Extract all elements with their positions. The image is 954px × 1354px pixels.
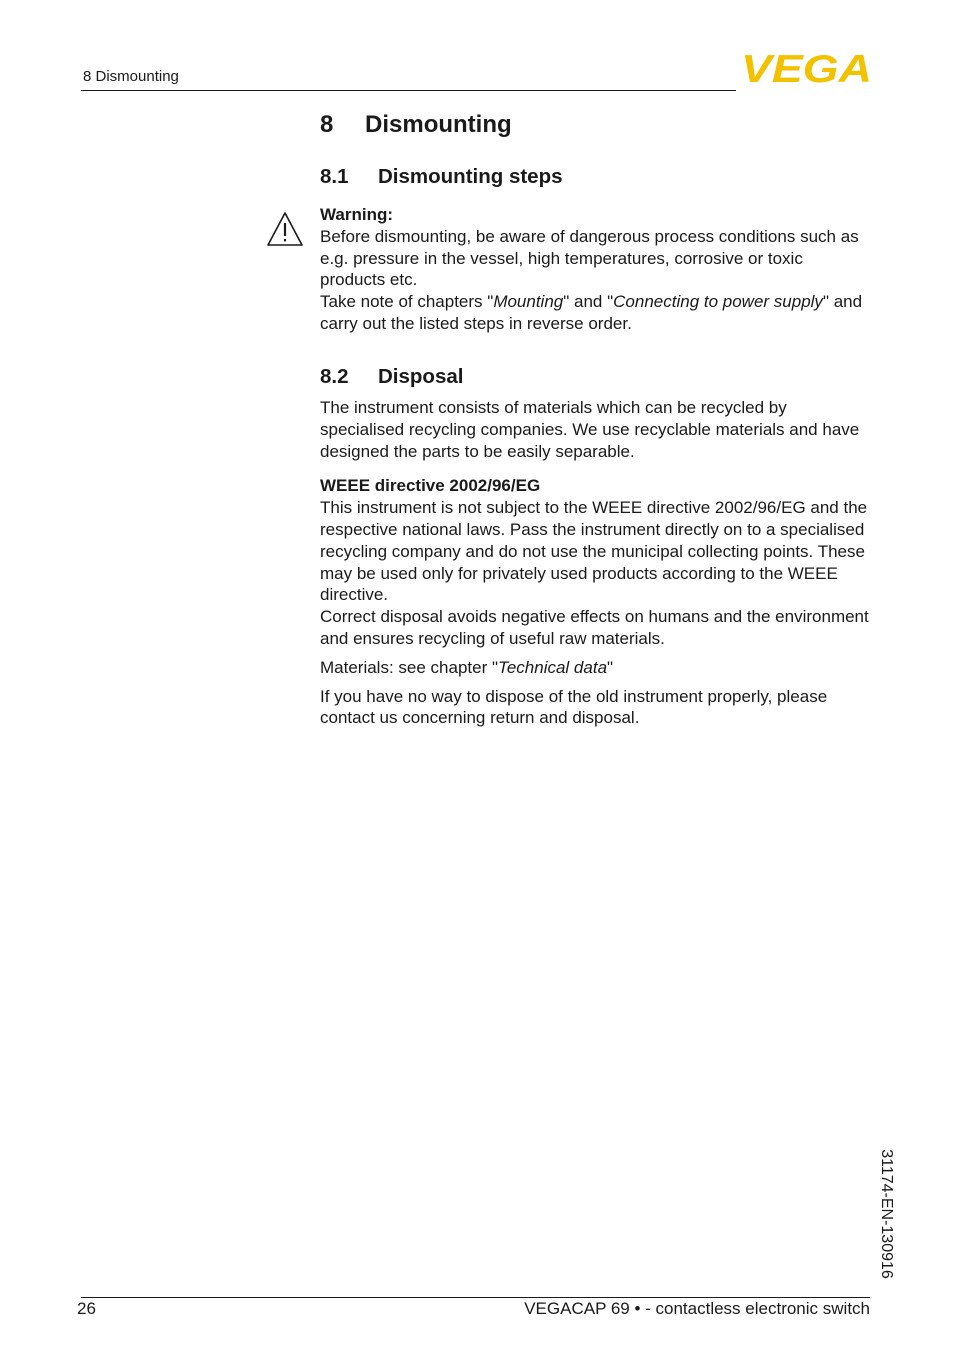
note-text-b: " and "	[563, 292, 614, 312]
header-rule	[81, 90, 736, 91]
note-text-c: " and carry out the listed steps in reverse order.	[320, 292, 863, 333]
footer-doc-title: VEGACAP 69 • - contactless electronic switch	[524, 1299, 870, 1318]
link-technical-data[interactable]: Technical data	[498, 657, 608, 677]
warning-triangle-icon	[266, 211, 304, 247]
link-connecting-power[interactable]: Connecting to power supply	[613, 292, 823, 312]
subsection-heading-1	[320, 165, 563, 189]
materials-text-a: Materials: see chapter "	[320, 657, 499, 677]
section-heading	[320, 111, 512, 139]
vega-logo	[741, 52, 873, 84]
disposal-paragraph-3: Correct disposal avoids negative effects on humans and the environment and ensures recycling of useful raw materials.	[320, 607, 869, 648]
disposal-block	[320, 397, 872, 736]
subsection-title: Disposal	[378, 365, 464, 388]
materials-paragraph	[320, 657, 872, 679]
note-paragraph	[320, 291, 872, 335]
subsection-number: 8.2	[320, 365, 349, 388]
footer-rule	[81, 1297, 870, 1298]
subsection-title: Dismounting steps	[378, 165, 563, 188]
subsection-number: 8.1	[320, 165, 349, 188]
running-head: 8 Dismounting	[83, 68, 179, 85]
disposal-paragraph-1: The instrument consists of materials which can be recycled by specialised recycling companies. We use recyclable materials and have designed the parts to be easily separable.	[320, 398, 860, 461]
subsection-heading-2	[320, 365, 463, 389]
materials-text-b: "	[607, 657, 614, 677]
document-code: 31174-EN-130916	[878, 1149, 895, 1279]
warning-block	[320, 204, 872, 342]
link-mounting[interactable]: Mounting	[493, 292, 564, 312]
warning-label: Warning:	[320, 205, 394, 224]
note-text-a: Take note of chapters "	[320, 292, 494, 312]
section-title: Dismounting	[365, 111, 512, 138]
warning-text: Before dismounting, be aware of dangerous process conditions such as e.g. pressure in the vessel, high temperatures, corrosive or toxic products etc.	[320, 226, 859, 290]
section-number: 8	[320, 111, 334, 138]
svg-text:VEGA: VEGA	[741, 52, 872, 84]
disposal-paragraph-4: If you have no way to dispose of the old instrument properly, please contact us concerning return and disposal.	[320, 686, 828, 728]
page-number: 26	[77, 1299, 96, 1318]
weee-heading: WEEE directive 2002/96/EG	[320, 476, 541, 496]
weee-paragraph: This instrument is not subject to the WEEE directive 2002/96/EG and the respective national laws. Pass the instrument directly on to a specialised recycling company and do not use the municipal collecting points. These may be used only for privately used products according to the WEEE directive.	[320, 498, 868, 605]
